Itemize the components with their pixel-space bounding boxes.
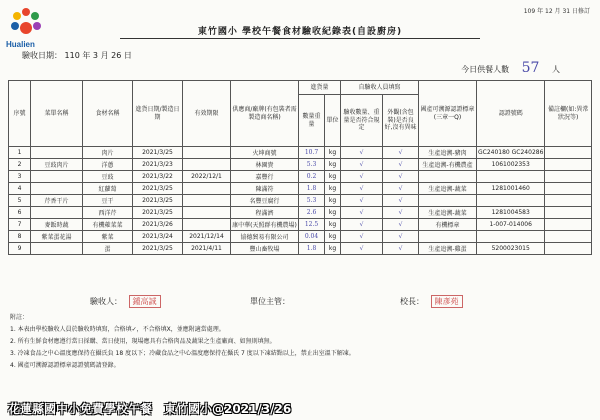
- cell-remark: [545, 171, 592, 183]
- date-day: 26: [111, 51, 122, 60]
- table-row: [9, 207, 592, 219]
- cell-cert: 1061002353: [477, 159, 545, 171]
- cell-seq: 7: [9, 219, 31, 231]
- cell-vendor: 程滿濟: [231, 207, 299, 219]
- cell-remark: [545, 207, 592, 219]
- cell-b: √: [383, 183, 419, 195]
- meal-count-value: 57: [521, 60, 540, 76]
- cell-a: √: [341, 147, 383, 159]
- cell-vendor: 林園貴: [231, 159, 299, 171]
- cell-seq: 6: [9, 207, 31, 219]
- cell-amount: 10.7: [299, 147, 325, 159]
- date-month: 3: [92, 51, 99, 60]
- cell-expiry: [183, 147, 231, 159]
- date-label: 驗收日期：: [22, 51, 62, 60]
- principal-sign: [400, 296, 463, 307]
- notes: [10, 312, 590, 372]
- cell-trace: [419, 171, 477, 183]
- cell-unit: kg: [325, 147, 341, 159]
- cell-a: √: [341, 195, 383, 207]
- table-row: [9, 231, 592, 243]
- cell-seq: 9: [9, 243, 31, 255]
- cell-seq: 4: [9, 183, 31, 195]
- header-inspect-b: 外觀(含包裝)是否良好,沒有異味: [383, 95, 419, 147]
- cell-dish: 紫菜蛋花湯: [31, 231, 83, 243]
- header-inspect: 自驗收人員填寫: [341, 81, 419, 95]
- cell-food: 肉片: [83, 147, 133, 159]
- note-line: 4. 國產可溯源認證標章認證號碼請登錄。: [10, 362, 120, 369]
- cell-remark: [545, 147, 592, 159]
- header-seq: 序號: [9, 81, 31, 147]
- note-line: 3. 冷凍食品之中心溫度應保持在攝氏負 18 度以下；冷藏食品之中心溫度應保持在攝氏 7 度以下凍結點以上，禁止出室溫下解凍。: [10, 350, 355, 357]
- cell-vendor: 名豐豆腐行: [231, 195, 299, 207]
- cell-unit: kg: [325, 159, 341, 171]
- cell-dish: [31, 171, 83, 183]
- cell-seq: 8: [9, 231, 31, 243]
- cell-dish: 麥飯時蔬: [31, 219, 83, 231]
- cell-amount: 5.3: [299, 159, 325, 171]
- cell-amount: 0.04: [299, 231, 325, 243]
- inspection-table: [8, 80, 592, 255]
- cell-food: 有機蕹菜菜: [83, 219, 133, 231]
- table-row: [9, 195, 592, 207]
- cell-cert: [477, 231, 545, 243]
- cell-made: 2021/3/22: [133, 171, 183, 183]
- cell-unit: kg: [325, 231, 341, 243]
- cell-cert: [477, 195, 545, 207]
- header-qty-unit: 單位: [325, 95, 341, 147]
- cell-expiry: [183, 219, 231, 231]
- cell-b: √: [383, 231, 419, 243]
- cell-dish: [31, 207, 83, 219]
- inspection-date: [22, 50, 132, 61]
- cell-b: √: [383, 159, 419, 171]
- cell-food: 豆豉: [83, 171, 133, 183]
- cell-made: 2021/3/25: [133, 183, 183, 195]
- table-row: [9, 243, 592, 255]
- cell-remark: [545, 159, 592, 171]
- cell-seq: 2: [9, 159, 31, 171]
- cell-unit: kg: [325, 207, 341, 219]
- cell-dish: 芹香干片: [31, 195, 83, 207]
- cell-vendor: 火坤商號: [231, 147, 299, 159]
- cell-vendor: 嘉豐行: [231, 171, 299, 183]
- cell-trace: [419, 195, 477, 207]
- receiver-stamp: 鍾高誠: [129, 295, 161, 308]
- cell-b: √: [383, 195, 419, 207]
- cell-b: √: [383, 147, 419, 159]
- meal-count: [461, 60, 560, 76]
- cell-cert: 1281004583: [477, 207, 545, 219]
- cell-unit: kg: [325, 219, 341, 231]
- cell-cert: [477, 171, 545, 183]
- cell-a: √: [341, 171, 383, 183]
- cell-remark: [545, 183, 592, 195]
- cell-food: 紅蘿蔔: [83, 183, 133, 195]
- cell-remark: [545, 219, 592, 231]
- cell-a: √: [341, 207, 383, 219]
- table-row: [9, 171, 592, 183]
- header-trace: 國產可溯源認證標章(三章一Q): [419, 81, 477, 147]
- cell-cert: 1281001460: [477, 183, 545, 195]
- table-row: [9, 183, 592, 195]
- photo-caption: 花蓮縣國中小免費學校午餐 東竹國小@2021/3/26: [8, 402, 292, 416]
- cell-made: 2021/3/24: [133, 231, 183, 243]
- cell-b: √: [383, 207, 419, 219]
- cell-trace: 有機標章: [419, 219, 477, 231]
- cell-dish: [31, 147, 83, 159]
- cell-made: 2021/3/25: [133, 207, 183, 219]
- revision-date: 109 年 12 月 31 日修訂: [523, 8, 590, 15]
- cell-a: √: [341, 231, 383, 243]
- cell-cert: 5200023015: [477, 243, 545, 255]
- cell-expiry: 2021/12/14: [183, 231, 231, 243]
- cell-food: 豆干: [83, 195, 133, 207]
- cell-remark: [545, 243, 592, 255]
- cell-expiry: [183, 183, 231, 195]
- cell-a: √: [341, 159, 383, 171]
- cell-seq: 3: [9, 171, 31, 183]
- cell-made: 2021/3/26: [133, 219, 183, 231]
- cell-b: √: [383, 219, 419, 231]
- cell-made: 2021/3/25: [133, 147, 183, 159]
- meal-count-label: 今日供餐人數: [461, 65, 510, 74]
- cell-dish: [31, 183, 83, 195]
- cell-trace: 生產追溯-有機農產: [419, 159, 477, 171]
- header-made: 進貨日期/製造日期: [133, 81, 183, 147]
- principal-stamp: 陳彥苑: [431, 295, 463, 308]
- cell-expiry: [183, 159, 231, 171]
- cell-expiry: 2022/12/1: [183, 171, 231, 183]
- date-day-unit: 日: [123, 51, 132, 60]
- cell-amount: 1.8: [299, 243, 325, 255]
- cell-vendor: 陳滿符: [231, 183, 299, 195]
- date-year: 110: [64, 51, 80, 60]
- header-inspect-a: 驗收數量、重量是否符合規定: [341, 95, 383, 147]
- header-qty-amount: 數量重量: [299, 95, 325, 147]
- cell-b: √: [383, 171, 419, 183]
- header-quantity: 進貨量: [299, 81, 341, 95]
- header-remark: 備註欄(如:異常狀況等): [545, 81, 592, 147]
- cell-trace: 生產追溯-蔬菜: [419, 207, 477, 219]
- cell-expiry: 2021/4/11: [183, 243, 231, 255]
- cell-food: 洋蔥: [83, 159, 133, 171]
- cell-vendor: 豐山畜牧場: [231, 243, 299, 255]
- cell-unit: kg: [325, 195, 341, 207]
- note-line: 2. 所有生鮮食材應遵行當日採購、當日使用，現場應具有合格肉品及蔬果之生產廠商、如無則填無。: [10, 338, 276, 345]
- cell-amount: 12.5: [299, 219, 325, 231]
- page-title: 東竹國小 學校午餐食材驗收紀錄表(自設廚房): [120, 24, 480, 39]
- note-line: 1. 本表由學校驗收人員於驗收時填寫，合格填✓，不合格填X，並應附適當處理。: [10, 326, 225, 333]
- header-dish: 菜單名稱: [31, 81, 83, 147]
- cell-made: 2021/3/25: [133, 195, 183, 207]
- cell-a: √: [341, 183, 383, 195]
- cell-remark: [545, 195, 592, 207]
- cell-expiry: [183, 195, 231, 207]
- cell-food: 紫菜: [83, 231, 133, 243]
- cell-unit: kg: [325, 183, 341, 195]
- receiver-label: 驗收人：: [90, 297, 122, 306]
- cell-remark: [545, 231, 592, 243]
- cell-trace: 生產追溯-豬肉: [419, 147, 477, 159]
- principal-label: 校長：: [400, 297, 424, 306]
- cell-made: 2021/3/23: [133, 159, 183, 171]
- cell-unit: kg: [325, 243, 341, 255]
- cell-food: 蛋: [83, 243, 133, 255]
- cell-amount: 5.3: [299, 195, 325, 207]
- cell-amount: 2.6: [299, 207, 325, 219]
- cell-a: √: [341, 243, 383, 255]
- table-row: [9, 147, 592, 159]
- cell-unit: kg: [325, 171, 341, 183]
- header-food: 食材名稱: [83, 81, 133, 147]
- cell-dish: [31, 243, 83, 255]
- cell-cert: 1-007-014006: [477, 219, 545, 231]
- cell-a: √: [341, 219, 383, 231]
- meal-count-unit: 人: [552, 65, 560, 74]
- date-month-unit: 月: [100, 51, 109, 60]
- note-line: 附註：: [10, 314, 29, 321]
- cell-trace: [419, 231, 477, 243]
- cell-cert: GC240180 GC240286: [477, 147, 545, 159]
- cell-amount: 1.8: [299, 183, 325, 195]
- cell-seq: 1: [9, 147, 31, 159]
- cell-vendor: 康中華(天照群有機農場): [231, 219, 299, 231]
- cell-trace: 生產追溯-蔬菜: [419, 183, 477, 195]
- cell-b: √: [383, 243, 419, 255]
- unit-head-label: 單位主管：: [250, 297, 290, 306]
- header-expiry: 有效期限: [183, 81, 231, 147]
- header-vendor: 供應商/廠牌(有包裝者需製造商名稱): [231, 81, 299, 147]
- table-row: [9, 219, 592, 231]
- cell-expiry: [183, 207, 231, 219]
- cell-dish: 豆豉肉片: [31, 159, 83, 171]
- logo-text: Hualien: [6, 40, 35, 49]
- cell-food: 西洋芹: [83, 207, 133, 219]
- cell-amount: 0.2: [299, 171, 325, 183]
- cell-seq: 5: [9, 195, 31, 207]
- table-row: [9, 159, 592, 171]
- receiver-sign: [90, 296, 161, 307]
- cell-vendor: 協德貿易有限公司: [231, 231, 299, 243]
- date-year-unit: 年: [82, 51, 91, 60]
- cell-made: 2021/3/25: [133, 243, 183, 255]
- header-cert: 認證號碼: [477, 81, 545, 147]
- cell-trace: 生產追溯-雞蛋: [419, 243, 477, 255]
